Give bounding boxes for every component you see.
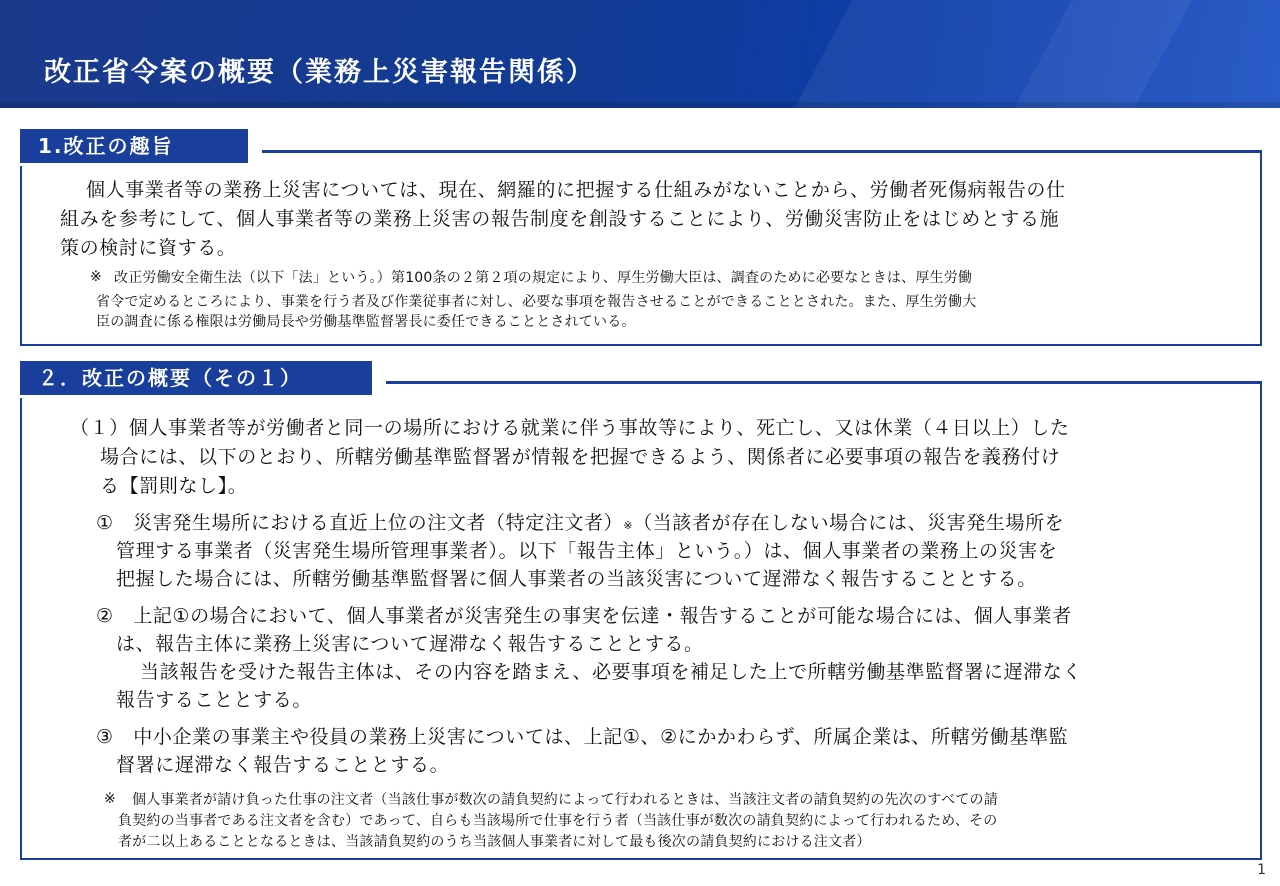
sub2-line: は、報告主体に業務上災害について遅滞なく報告することとする。 xyxy=(116,633,704,655)
section1-para-line: 個人事業者等の業務上災害については、現在、網羅的に把握する仕組みがないことから、労働者死傷病報告の仕 xyxy=(86,179,1066,201)
section1-label: 1.改正の趣旨 xyxy=(20,129,248,163)
sub2-line: 報告することとする。 xyxy=(116,689,313,711)
item1-line: る【罰則なし】。 xyxy=(100,475,248,497)
decorative-stripe xyxy=(0,102,1280,108)
section2-note-line: 負契約の当事者である注文者を含む）であって、自らも当該場所で仕事を行う者（当該仕事が数次の請負契約によって行われるため、その xyxy=(118,813,998,829)
page-number: 1 xyxy=(1257,862,1266,878)
section2-label: ２．改正の概要（その１） xyxy=(20,361,372,395)
footnote-mark: ※ xyxy=(623,519,634,532)
section1-rule xyxy=(262,150,1262,153)
sub3-line: 督署に遅滞なく報告することとする。 xyxy=(116,754,450,776)
note-mark: ※ xyxy=(90,269,102,285)
section1-note-line: 臣の調査に係る権限は労働局長や労働基準監督署長に委任できることとされている。 xyxy=(96,314,636,330)
header-banner xyxy=(0,0,1280,108)
section1-note-line: 省令で定めるところにより、事業を行う者及び作業従事者に対し、必要な事項を報告させることができることとされた。また、厚生労働大 xyxy=(96,294,977,310)
section1-para-line: 組みを参考にして、個人事業者等の業務上災害の報告制度を創設することにより、労働災害防止をはじめとする施 xyxy=(60,208,1060,230)
section2-note-line: 者が二以上あることとなるときは、当該請負契約のうち当該個人事業者に対して最も後次の請負契約における注文者） xyxy=(118,834,871,850)
item1-line: （１）個人事業者等が労働者と同一の場所における就業に伴う事故等により、死亡し、又は休業（４日以上）した xyxy=(70,417,1070,439)
sub1-line: ① 災害発生場所における直近上位の注文者（特定注文者）※（当該者が存在しない場合には、災害発生場所を xyxy=(96,512,1065,534)
section1-para-line: 策の検討に資する。 xyxy=(60,237,237,259)
item1-line: 場合には、以下のとおり、所轄労働基準監督署が情報を把握できるよう、関係者に必要事項の報告を義務付け xyxy=(100,446,1061,468)
sub1-line: 把握した場合には、所轄労働基準監督署に個人事業者の当該災害について遅滞なく報告することとする。 xyxy=(116,568,1037,590)
page-title: 改正省令案の概要（業務上災害報告関係） xyxy=(44,57,595,88)
sub3-line: ③ 中小企業の事業主や役員の業務上災害については、上記①、②にかかわらず、所属企業は、所轄労働基準監 xyxy=(96,726,1069,748)
note-mark: ※ xyxy=(104,791,116,807)
sub2-line: 当該報告を受けた報告主体は、その内容を踏まえ、必要事項を補足した上で所轄労働基準監督署に遅滞なく xyxy=(140,661,1082,683)
section1-note-line: 改正労働安全衛生法（以下「法」という。）第100条の２第２項の規定により、厚生労働大臣は、調査のために必要なときは、厚生労働 xyxy=(114,270,973,286)
sub2-line: ② 上記①の場合において、個人事業者が災害発生の事実を伝達・報告することが可能な場合には、個人事業者 xyxy=(96,605,1072,627)
section2-note-line: 個人事業者が請け負った仕事の注文者（当該仕事が数次の請負契約によって行われるときは、当該注文者の請負契約の先次のすべての請 xyxy=(132,792,998,808)
sub1-line: 管理する事業者（災害発生場所管理事業者）。以下「報告主体」という。）は、個人事業者の業務上の災害を xyxy=(116,540,1058,562)
section2-rule xyxy=(386,381,1262,384)
